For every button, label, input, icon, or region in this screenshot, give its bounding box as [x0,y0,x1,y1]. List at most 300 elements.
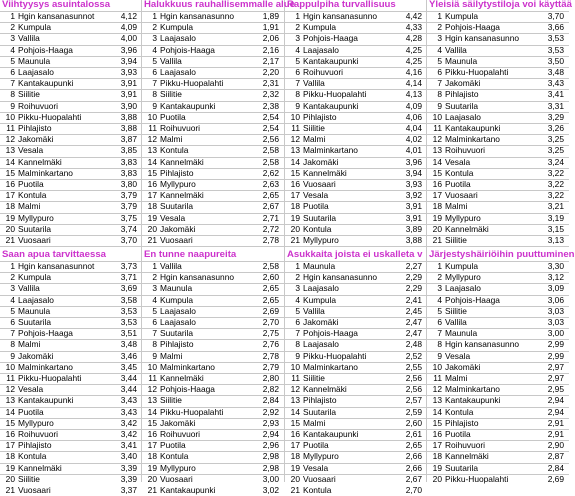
rank-cell[interactable]: 14 [432,156,442,167]
rank-cell[interactable]: 19 [290,212,300,223]
table-row[interactable] [0,145,142,156]
rank-cell[interactable]: 21 [147,235,157,245]
rank-cell[interactable]: 7 [10,78,15,89]
area-name-cell[interactable]: Jakomäki [160,417,196,428]
table-row[interactable] [285,485,427,496]
rank-cell[interactable]: 13 [5,395,15,406]
area-name-cell[interactable]: Puotila [303,201,329,212]
table-row[interactable] [142,134,284,145]
area-name-cell[interactable]: Jakomäki [18,134,54,145]
table-row[interactable] [427,272,569,283]
area-name-cell[interactable]: Vesala [18,145,44,156]
rank-cell[interactable]: 14 [147,156,157,167]
score-cell[interactable]: 3,39 [120,473,137,484]
score-cell[interactable]: 4,33 [405,22,422,33]
table-row[interactable] [285,373,427,384]
rank-cell[interactable]: 17 [5,190,15,201]
score-cell[interactable]: 3,30 [547,261,564,271]
area-name-cell[interactable]: Jakomäki [160,223,196,234]
rank-cell[interactable]: 10 [147,111,157,122]
table-row[interactable] [0,429,142,440]
rank-cell[interactable]: 10 [5,361,15,372]
score-cell[interactable]: 2,90 [547,440,564,451]
rank-cell[interactable]: 16 [5,179,15,189]
area-name-cell[interactable]: Malminkartano [18,361,73,372]
score-cell[interactable]: 2,65 [262,283,279,294]
area-name-cell[interactable]: Puotila [445,429,471,439]
table-row[interactable] [427,56,569,67]
area-name-cell[interactable]: Vallila [160,261,182,271]
area-name-cell[interactable]: Jakomäki [445,78,481,89]
score-cell[interactable]: 3,94 [405,167,422,178]
rank-cell[interactable]: 7 [152,78,157,89]
table-row[interactable] [427,101,569,112]
table-row[interactable] [0,112,142,123]
rank-cell[interactable]: 5 [437,55,442,66]
area-name-cell[interactable]: Kannelmäki [303,384,347,395]
area-name-cell[interactable]: Puotila [160,111,186,122]
area-name-cell[interactable]: Myllypuro [160,462,196,473]
table-row[interactable] [427,145,569,156]
rank-cell[interactable]: 6 [437,67,442,77]
table-row[interactable] [0,224,142,235]
table-row[interactable] [427,67,569,78]
rank-cell[interactable]: 17 [147,440,157,451]
table-row[interactable] [285,295,427,306]
table-row[interactable] [285,351,427,362]
score-cell[interactable]: 2,99 [547,339,564,350]
rank-cell[interactable]: 17 [5,440,15,451]
rank-cell[interactable]: 20 [147,473,157,484]
area-name-cell[interactable]: Kumpula [18,272,52,283]
table-row[interactable] [427,213,569,224]
table-row[interactable] [142,179,284,190]
score-cell[interactable]: 3,43 [547,78,564,89]
rank-cell[interactable]: 14 [290,156,300,167]
table-title[interactable]: Saan apua tarvittaessa [2,249,106,260]
area-name-cell[interactable]: Maunula [445,328,478,339]
area-name-cell[interactable]: Pikku-Huopalahti [18,373,82,383]
table-row[interactable] [285,429,427,440]
rank-cell[interactable]: 21 [147,485,157,495]
score-cell[interactable]: 2,59 [405,406,422,417]
score-cell[interactable]: 3,09 [547,283,564,294]
score-cell[interactable]: 3,25 [547,145,564,156]
rank-cell[interactable]: 1 [152,11,157,21]
table-title[interactable]: Rappulpiha turvallisuus [287,0,396,10]
rank-cell[interactable]: 21 [290,235,300,245]
score-cell[interactable]: 3,29 [547,111,564,122]
score-cell[interactable]: 2,45 [405,305,422,316]
rank-cell[interactable]: 10 [290,361,300,372]
score-cell[interactable]: 3,73 [120,261,137,271]
rank-cell[interactable]: 9 [10,350,15,361]
rank-cell[interactable]: 6 [295,317,300,327]
area-name-cell[interactable]: Suutarila [445,462,479,473]
score-cell[interactable]: 3,83 [120,156,137,167]
area-name-cell[interactable]: Vallila [445,317,467,327]
table-row[interactable] [285,213,427,224]
table-title[interactable]: En tunne naapureita [144,249,237,260]
score-cell[interactable]: 2,96 [262,440,279,451]
table-row[interactable] [427,328,569,339]
area-name-cell[interactable]: Malmi [160,350,183,361]
area-name-cell[interactable]: Puotila [18,179,44,189]
rank-cell[interactable]: 11 [291,123,300,133]
rank-cell[interactable]: 12 [290,134,300,145]
area-name-cell[interactable]: Kantakaupunki [303,55,359,66]
score-cell[interactable]: 2,97 [547,373,564,383]
area-name-cell[interactable]: Vallila [303,305,325,316]
area-name-cell[interactable]: Pihlajisto [445,417,479,428]
area-name-cell[interactable]: Pihlajisto [303,111,337,122]
area-name-cell[interactable]: Malminkartano [303,145,358,156]
area-name-cell[interactable]: Maunula [18,55,51,66]
area-name-cell[interactable]: Suutarila [445,100,479,111]
table-row[interactable] [0,317,142,328]
table-row[interactable] [0,22,142,33]
rank-cell[interactable]: 9 [437,100,442,111]
score-cell[interactable]: 2,67 [405,473,422,484]
score-cell[interactable]: 3,42 [120,417,137,428]
score-cell[interactable]: 3,96 [405,156,422,167]
table-row[interactable] [142,56,284,67]
rank-cell[interactable]: 8 [295,89,300,100]
score-cell[interactable]: 3,88 [120,111,137,122]
table-row[interactable] [0,56,142,67]
area-name-cell[interactable]: Siilitie [160,395,182,406]
area-name-cell[interactable]: Siilitie [160,89,182,100]
area-name-cell[interactable]: Vallila [445,44,467,55]
area-name-cell[interactable]: Kantakaupunki [160,485,216,495]
area-name-cell[interactable]: Kontula [445,406,474,417]
rank-cell[interactable]: 2 [437,22,442,33]
score-cell[interactable]: 2,76 [262,339,279,350]
score-cell[interactable]: 4,28 [405,33,422,44]
score-cell[interactable]: 2,29 [405,283,422,294]
area-name-cell[interactable]: Kontula [303,485,332,495]
rank-cell[interactable]: 5 [10,55,15,66]
area-name-cell[interactable]: Kannelmäki [160,156,204,167]
table-row[interactable] [427,22,569,33]
rank-cell[interactable]: 19 [432,212,442,223]
table-row[interactable] [0,201,142,212]
table-row[interactable] [427,201,569,212]
table-row[interactable] [285,145,427,156]
table-row[interactable] [142,45,284,56]
score-cell[interactable]: 2,27 [405,261,422,271]
score-cell[interactable]: 2,48 [405,339,422,350]
area-name-cell[interactable]: Suutarila [18,317,52,327]
table-row[interactable] [285,78,427,89]
table-row[interactable] [0,407,142,418]
rank-cell[interactable]: 13 [5,145,15,156]
table-row[interactable] [285,123,427,134]
score-cell[interactable]: 2,71 [262,212,279,223]
table-row[interactable] [427,407,569,418]
table-title[interactable]: Yleisiä säilytystiloja voi käyttää [429,0,572,10]
score-cell[interactable]: 3,74 [120,223,137,234]
score-cell[interactable]: 3,39 [120,462,137,473]
rank-cell[interactable]: 13 [290,395,300,406]
table-row[interactable] [285,157,427,168]
rank-cell[interactable]: 6 [10,67,15,77]
table-row[interactable] [285,168,427,179]
rank-cell[interactable]: 11 [148,123,157,133]
rank-cell[interactable]: 2 [295,272,300,283]
score-cell[interactable]: 2,58 [262,145,279,156]
area-name-cell[interactable]: Maunula [18,305,51,316]
table-row[interactable] [285,67,427,78]
table-row[interactable] [142,213,284,224]
table-row[interactable] [285,224,427,235]
score-cell[interactable]: 3,91 [120,78,137,89]
score-cell[interactable]: 3,43 [120,395,137,406]
area-name-cell[interactable]: Vuosaari [18,485,51,495]
table-title[interactable]: Järjestyshäiriöihin puuttuminen [429,249,575,260]
area-name-cell[interactable]: Pikku-Huopalahti [445,67,509,77]
area-name-cell[interactable]: Hgin kansanasunno [445,33,520,44]
area-name-cell[interactable]: Malmi [303,134,326,145]
score-cell[interactable]: 2,16 [262,44,279,55]
table-row[interactable] [142,201,284,212]
area-name-cell[interactable]: Malmi [303,417,326,428]
area-name-cell[interactable]: Kontula [160,145,189,156]
score-cell[interactable]: 3,91 [405,201,422,212]
score-cell[interactable]: 3,70 [120,235,137,245]
score-cell[interactable]: 3,87 [120,134,137,145]
area-name-cell[interactable]: Kontula [303,223,332,234]
table-row[interactable] [427,295,569,306]
rank-cell[interactable]: 13 [147,145,157,156]
rank-cell[interactable]: 2 [437,272,442,283]
score-cell[interactable]: 3,53 [120,317,137,327]
table-row[interactable] [427,283,569,294]
table-row[interactable] [285,362,427,373]
rank-cell[interactable]: 21 [5,485,15,495]
table-row[interactable] [285,474,427,485]
rank-cell[interactable]: 20 [5,473,15,484]
rank-cell[interactable]: 19 [147,212,157,223]
area-name-cell[interactable]: Vuosaari [160,473,193,484]
area-name-cell[interactable]: Pihlajisto [160,339,194,350]
table-row[interactable] [427,451,569,462]
table-row[interactable] [0,134,142,145]
area-name-cell[interactable]: Vallila [160,55,182,66]
table-row[interactable] [142,463,284,474]
rank-cell[interactable]: 20 [147,223,157,234]
score-cell[interactable]: 2,54 [262,111,279,122]
score-cell[interactable]: 3,48 [547,67,564,77]
table-row[interactable] [0,339,142,350]
area-name-cell[interactable]: Laajasalo [303,339,339,350]
area-name-cell[interactable]: Vallila [303,78,325,89]
table-row[interactable] [142,295,284,306]
area-name-cell[interactable]: Laajasalo [160,67,196,77]
table-row[interactable] [427,11,569,22]
area-name-cell[interactable]: Vuosaari [303,179,336,189]
area-name-cell[interactable]: Pihlajisto [160,167,194,178]
score-cell[interactable]: 3,19 [547,212,564,223]
rank-cell[interactable]: 7 [152,328,157,339]
area-name-cell[interactable]: Jakomäki [18,350,54,361]
table-row[interactable] [142,429,284,440]
area-name-cell[interactable]: Pikku-Huopalahti [445,473,509,484]
score-cell[interactable]: 2,98 [262,451,279,462]
table-row[interactable] [0,179,142,190]
table-row[interactable] [142,157,284,168]
area-name-cell[interactable]: Laajasalo [18,67,54,77]
table-row[interactable] [142,168,284,179]
score-cell[interactable]: 4,12 [120,11,137,21]
score-cell[interactable]: 3,51 [120,328,137,339]
rank-cell[interactable]: 6 [152,67,157,77]
rank-cell[interactable]: 11 [291,373,300,383]
rank-cell[interactable]: 4 [10,294,15,305]
rank-cell[interactable]: 5 [295,305,300,316]
area-name-cell[interactable]: Vesala [445,156,471,167]
score-cell[interactable]: 2,65 [262,190,279,201]
score-cell[interactable]: 3,89 [405,223,422,234]
score-cell[interactable]: 3,75 [120,212,137,223]
score-cell[interactable]: 2,94 [547,395,564,406]
score-cell[interactable]: 2,58 [262,156,279,167]
score-cell[interactable]: 2,65 [405,440,422,451]
table-row[interactable] [142,317,284,328]
table-row[interactable] [0,101,142,112]
table-row[interactable] [427,190,569,201]
score-cell[interactable]: 2,61 [405,429,422,439]
score-cell[interactable]: 3,93 [405,179,422,189]
rank-cell[interactable]: 3 [152,283,157,294]
area-name-cell[interactable]: Kumpula [18,22,52,33]
score-cell[interactable]: 4,42 [405,11,422,21]
table-row[interactable] [285,317,427,328]
score-cell[interactable]: 2,20 [262,67,279,77]
table-row[interactable] [427,89,569,100]
table-row[interactable] [285,463,427,474]
rank-cell[interactable]: 14 [5,156,15,167]
area-name-cell[interactable]: Suutarila [160,201,194,212]
rank-cell[interactable]: 11 [6,373,15,383]
table-row[interactable] [0,261,142,272]
score-cell[interactable]: 2,63 [262,179,279,189]
table-row[interactable] [142,101,284,112]
area-name-cell[interactable]: Myllypuro [445,272,481,283]
score-cell[interactable]: 3,00 [547,328,564,339]
rank-cell[interactable]: 12 [432,384,442,395]
rank-cell[interactable]: 5 [437,305,442,316]
table-row[interactable] [0,272,142,283]
score-cell[interactable]: 2,17 [262,55,279,66]
rank-cell[interactable]: 2 [10,272,15,283]
score-cell[interactable]: 2,98 [262,462,279,473]
table-row[interactable] [142,78,284,89]
score-cell[interactable]: 3,25 [547,134,564,145]
area-name-cell[interactable]: Kantakaupunki [445,123,501,133]
table-row[interactable] [285,179,427,190]
score-cell[interactable]: 3,43 [120,406,137,417]
table-row[interactable] [427,157,569,168]
area-name-cell[interactable]: Myllypuro [18,212,54,223]
table-row[interactable] [285,56,427,67]
rank-cell[interactable]: 12 [147,134,157,145]
table-row[interactable] [0,67,142,78]
area-name-cell[interactable]: Suutarila [303,406,337,417]
rank-cell[interactable]: 9 [295,350,300,361]
score-cell[interactable]: 2,94 [262,429,279,439]
area-name-cell[interactable]: Kannelmäki [160,373,204,383]
rank-cell[interactable]: 3 [437,283,442,294]
table-row[interactable] [285,45,427,56]
rank-cell[interactable]: 13 [432,145,442,156]
table-row[interactable] [142,224,284,235]
table-row[interactable] [142,67,284,78]
rank-cell[interactable]: 20 [290,473,300,484]
table-title[interactable]: Halukkuus rauhallisemmalle alue [144,0,295,10]
rank-cell[interactable]: 8 [152,89,157,100]
rank-cell[interactable]: 13 [290,145,300,156]
rank-cell[interactable]: 7 [437,328,442,339]
area-name-cell[interactable]: Kumpula [445,11,479,21]
rank-cell[interactable]: 13 [432,395,442,406]
area-name-cell[interactable]: Vallila [18,283,40,294]
rank-cell[interactable]: 4 [437,294,442,305]
area-name-cell[interactable]: Pohjois-Haaga [303,328,358,339]
rank-cell[interactable]: 20 [5,223,15,234]
rank-cell[interactable]: 15 [432,167,442,178]
score-cell[interactable]: 2,47 [405,328,422,339]
area-name-cell[interactable]: Malminkartano [445,384,500,395]
score-cell[interactable]: 4,09 [120,22,137,33]
score-cell[interactable]: 3,12 [547,272,564,283]
score-cell[interactable]: 2,69 [262,305,279,316]
rank-cell[interactable]: 4 [10,44,15,55]
score-cell[interactable]: 3,24 [547,156,564,167]
area-name-cell[interactable]: Roihuvuori [18,429,59,439]
score-cell[interactable]: 4,02 [405,134,422,145]
table-row[interactable] [0,373,142,384]
score-cell[interactable]: 2,94 [547,406,564,417]
rank-cell[interactable]: 8 [437,339,442,350]
score-cell[interactable]: 3,40 [120,451,137,462]
rank-cell[interactable]: 14 [432,406,442,417]
area-name-cell[interactable]: Pohjois-Haaga [18,328,73,339]
score-cell[interactable]: 3,88 [120,123,137,133]
table-row[interactable] [142,22,284,33]
table-row[interactable] [142,395,284,406]
score-cell[interactable]: 2,60 [405,417,422,428]
rank-cell[interactable]: 6 [437,317,442,327]
score-cell[interactable]: 3,71 [120,272,137,283]
area-name-cell[interactable]: Jakomäki [303,317,339,327]
table-row[interactable] [427,384,569,395]
area-name-cell[interactable]: Pihlajisto [18,440,52,451]
table-row[interactable] [285,339,427,350]
score-cell[interactable]: 2,47 [405,317,422,327]
area-name-cell[interactable]: Kumpula [160,294,194,305]
score-cell[interactable]: 2,70 [262,317,279,327]
score-cell[interactable]: 4,04 [405,123,422,133]
score-cell[interactable]: 4,13 [405,89,422,100]
rank-cell[interactable]: 11 [148,373,157,383]
area-name-cell[interactable]: Pohjois-Haaga [445,22,500,33]
rank-cell[interactable]: 20 [290,223,300,234]
table-row[interactable] [427,78,569,89]
score-cell[interactable]: 3,03 [547,317,564,327]
table-row[interactable] [427,179,569,190]
rank-cell[interactable]: 9 [437,350,442,361]
